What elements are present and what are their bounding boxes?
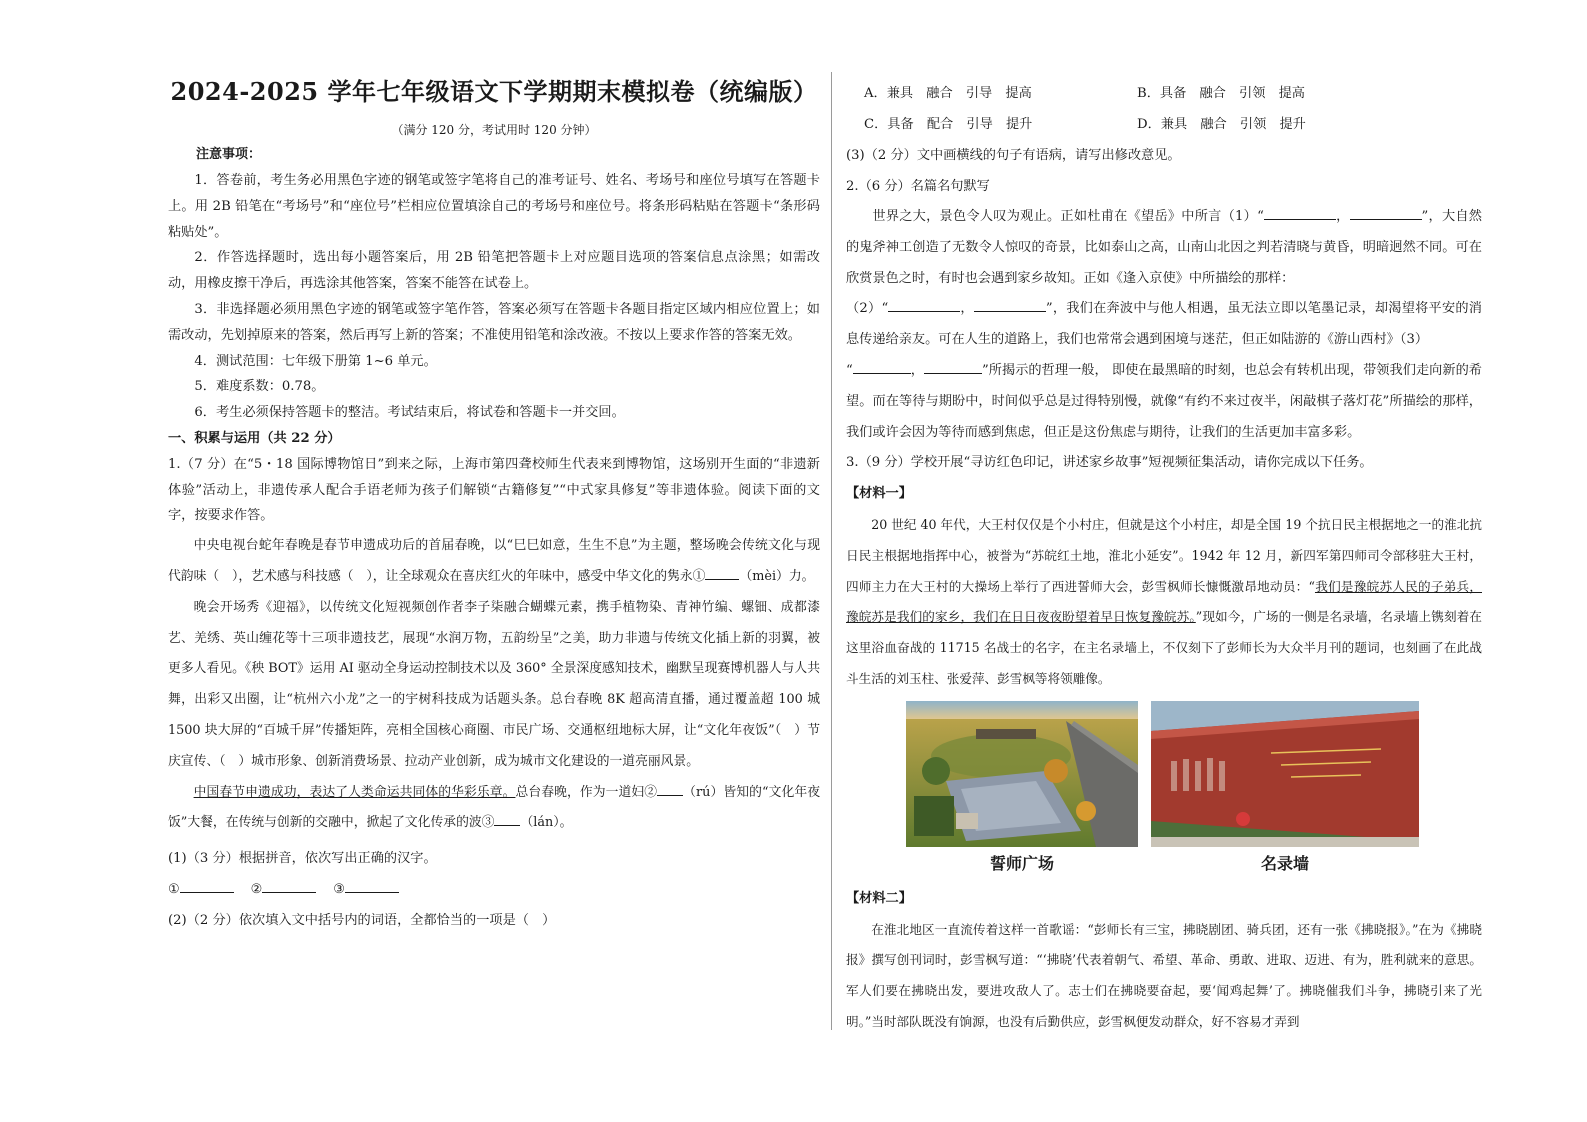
section-heading: 一、积累与运用（共 22 分） xyxy=(168,430,341,446)
q1-sub1: (1)（3 分）根据拼音，依次写出正确的汉字。 xyxy=(168,851,437,867)
q1-passage-1 xyxy=(168,531,820,593)
notice-list xyxy=(168,168,820,426)
answer-blanks xyxy=(168,874,820,905)
q1-passage-3-mid: （rú）皆知的“文化年夜饭”大餐，在传统与创新的交融中，掀起了文化传承的波③ xyxy=(168,784,821,831)
photo-2-caption: 名录墙 xyxy=(1260,853,1309,873)
q1-sub3: (3)（2 分）文中画横线的句子有语病，请写出修改意见。 xyxy=(846,148,1181,163)
answer-line-1 xyxy=(180,878,234,893)
q2-passage-1 xyxy=(846,202,1482,294)
material-1 xyxy=(846,510,1482,695)
page-title: 2024-2025 学年七年级语文下学期期末模拟卷（统编版） xyxy=(170,77,818,106)
q2-heading: 2.（6 分）名篇名句默写 xyxy=(846,179,990,194)
column-divider xyxy=(831,72,832,1030)
material-1-text-a: 20 世纪 40 年代，大王村仅仅是个小村庄，但就是这个小村庄，却是全国 19 个抗日民主根据地之一的淮北抗日民主根据地指挥中心，被誉为“苏皖红土地，淮北小延安”。1942 年 12 月，新四军第四师司令部移驻大王村，四师主力在大王村的大操场上举行了西进誓师大会，彭雪枫师长慷慨激昂地动员：“ xyxy=(846,516,1482,594)
aerial-park-image xyxy=(906,701,1138,847)
q1-passage-3 xyxy=(168,778,820,840)
option-a: A．兼具 融合 引导 提高 xyxy=(864,86,1032,101)
material-1-text-b: ”现如今，广场的一侧是名录墙，名录墙上镌刻着在这里浴血奋战的 11715 名战士的名字，在主名录墙上，不仅刻下了彭师长为大众半月刊的题词，也刻画了在此战斗生活的刘玉柱、张爱萍、彭雪枫等将领雕像。 xyxy=(846,609,1482,686)
q1-passage-2: 晚会开场秀《迎福》，以传统文化短视频创作者李子柒融合蝴蝶元素，携手植物染、青神竹编、螺钿、成都漆艺、羌绣、英山缠花等十三项非遗技艺，展现“水润万物，五韵纷呈”之美，助力非遗与传统文化插上新的羽翼，被更多人看见。《秧 BOT》运用 AI 驱动全身运动控制技术以及 360° 全景深度感知技术，幽默呈现赛博机器人与人共舞，出彩又出圈，让“杭州六小龙”之一的宇树科技成为话题头条。总台春晚 8K 超高清直播，通过覆盖超 100 城 1500 块大屏的“百城千屏”传播矩阵，亮相全国核心商圈、市民广场、交通枢纽地标大屏，让“文化年夜饭”（ ）节庆宣传、（ ）城市形象、创新消费场景、拉动产业创新，成为城市文化建设的一道亮丽风景。 xyxy=(168,599,820,769)
q2-passage-2-tail: ”所揭示的哲理一般， 即使在最黑暗的时刻，也总会有转机出现，带领我们走向新的希望。而在等待与期盼中，时间似乎总是过得特别慢，就像“有约不来过夜半，闲敲棋子落灯花”所描绘的那样，我们或许会因为等待而感到焦虑，但正是这份焦虑与期待，让我们的生活更加丰富多彩。 xyxy=(846,362,1482,440)
material-1-text xyxy=(846,510,1482,695)
question-1 xyxy=(168,452,820,936)
left-column xyxy=(168,72,820,936)
comma: ， xyxy=(1335,209,1350,224)
material-2-text: 在淮北地区一直流传着这样一首歌谣：“彭师长有三宝，拂晓剧团、骑兵团，还有一张《拂晓报》。”在为《拂晓报》撰写创刊词时，彭雪枫写道：“‘拂晓’代表着朝气、希望、革命、勇敢、进取、迈进、有为，胜利就来的意思。军人们要在拂晓出发，要进攻敌人了。志士们在拂晓要奋起，要‘闻鸡起舞’了。拂晓催我们斗争，拂晓引来了光明。”当时部队既没有饷源，也没有后勤供应，彭雪枫便发动群众，好不容易才弄到 xyxy=(846,921,1482,1029)
notice-item: 5．难度系数：0.78。 xyxy=(194,379,325,395)
mark-1: ① xyxy=(168,882,180,898)
answer-line-3 xyxy=(345,878,399,893)
dictation-blank-3 xyxy=(888,297,960,312)
q2-passage-2-mid: ”，我们在奔波中与他人相遇，虽无法立即以笔墨记录，却渴望将平安的消息传递给亲友。可在人生的道路上，我们也常常会遇到困境与迷茫，但正如陆游的《游山西村》（3） xyxy=(846,301,1482,348)
question-2 xyxy=(846,202,1482,510)
q1-passage-1-text: 中央电视台蛇年春晚是春节申遗成功后的首届春晚，以“巳巳如意，生生不息”为主题，整场晚会传统文化与现代韵味（ ），艺术感与科技感（ ），让全球观众在喜庆红火的年味中，感受中华文化的隽永① xyxy=(168,538,820,584)
material-1-underlined: 我们是豫皖苏人民的子弟兵，豫皖苏是我们的家乡，我们在日日夜夜盼望着早日恢复豫皖苏。 xyxy=(846,578,1482,625)
option-b: B．具备 融合 引领 提高 xyxy=(1137,86,1305,101)
notice-item: 3．非选择题必须用黑色字迹的钢笔或签字笔作答，答案必须写在答题卡各题目指定区域内相应位置上；如需改动，先划掉原来的答案，然后再写上新的答案；不准使用铅笔和涂改液。不按以上要求作答的答案无效。 xyxy=(168,301,820,343)
comma: ， xyxy=(960,301,974,317)
right-column xyxy=(846,78,1482,1038)
underlined-sentence: 中国春节申遗成功，表达了人类命运共同体的华彩乐章。 xyxy=(193,784,516,800)
option-c: C．具备 配合 引导 提升 xyxy=(864,117,1033,132)
q1-passage-3-tail: （lán）。 xyxy=(520,815,573,831)
q2-passage-1-text: 世界之大，景色令人叹为观止。正如杜甫在《望岳》中所言（1）“ xyxy=(872,209,1264,224)
dictation-blank-5 xyxy=(853,359,911,374)
quote-open: “ xyxy=(846,362,853,378)
photo-1-caption: 誓师广场 xyxy=(989,853,1054,873)
comma: ， xyxy=(910,362,924,378)
q1-intro: 1.（7 分）在“5・18 国际博物馆日”到来之际，上海市第四聋校师生代表来到博物馆，这场别开生面的“非遗新体验”活动上，非遗传承人配合手语老师为孩子们解锁“古籍修复”“中式家具修复”等非遗体验。阅读下面的文字，按要求作答。 xyxy=(168,456,820,524)
answer-line-2 xyxy=(262,878,316,893)
blank-2 xyxy=(657,781,683,796)
q2-passage-2-text: （2）“ xyxy=(846,301,889,317)
material-2 xyxy=(846,884,1482,1038)
mark-3: ③ xyxy=(333,882,346,898)
dictation-blank-2 xyxy=(1350,205,1422,220)
material-1-label: 【材料一】 xyxy=(846,486,912,502)
photo-oath-square xyxy=(906,701,1138,847)
q2-passage-2 xyxy=(846,294,1482,448)
blank-3 xyxy=(494,811,520,826)
exam-subtitle: （满分 120 分，考试用时 120 分钟） xyxy=(391,123,597,137)
photo-name-wall xyxy=(1151,701,1419,847)
q1-passage-3-text: 总台春晚，作为一道妇② xyxy=(515,784,658,800)
notice-item: 1．答卷前，考生务必用黑色字迹的钢笔或签字笔将自己的准考证号、姓名、考场号和座位号填写在答题卡上。用 2B 铅笔在“考场号”和“座位号”栏相应位置填涂自己的考场号和座位号。将条形码粘贴在答题卡“条形码粘贴处”。 xyxy=(168,173,820,240)
q1-sub2: (2)（2 分）依次填入文中括号内的词语，全都恰当的一项是（ ） xyxy=(168,913,556,929)
q2-passage-1-tail: ”，大自然的鬼斧神工创造了无数令人惊叹的奇景，比如泰山之高，山南山北因之判若清晓与黄昏，明暗迥然不同。可在欣赏景色之时，有时也会遇到家乡故知。正如《逢入京使》中所描绘的那样： xyxy=(846,209,1482,286)
notice-item: 2．作答选择题时，选出每小题答案后，用 2B 铅笔把答题卡上对应题目选项的答案信息点涂黑；如需改动，用橡皮擦干净后，再选涂其他答案，答案不能答在试卷上。 xyxy=(168,250,820,292)
q1-sub3-block xyxy=(846,140,1482,202)
q3-heading: 3.（9 分）学校开展“寻访红色印记，讲述家乡故事”短视频征集活动，请你完成以下任务。 xyxy=(846,455,1373,471)
dictation-blank-4 xyxy=(974,297,1046,312)
material-2-label: 【材料二】 xyxy=(846,890,912,906)
notice-item: 4．测试范围：七年级下册第 1~6 单元。 xyxy=(194,353,437,369)
dictation-blank-6 xyxy=(924,359,982,374)
notice-item: 6．考生必须保持答题卡的整洁。考试结束后，将试卷和答题卡一并交回。 xyxy=(194,405,625,421)
blank-1 xyxy=(705,565,739,580)
option-d: D．兼具 融合 引领 提升 xyxy=(1137,117,1306,132)
memorial-wall-image xyxy=(1151,701,1419,847)
options xyxy=(846,78,1482,140)
dictation-blank-1 xyxy=(1264,205,1336,220)
mark-2: ② xyxy=(250,882,263,898)
q1-passage-1-tail: （mèi）力。 xyxy=(739,568,815,584)
photo-row xyxy=(846,701,1482,906)
notice-heading: 注意事项： xyxy=(196,147,262,162)
